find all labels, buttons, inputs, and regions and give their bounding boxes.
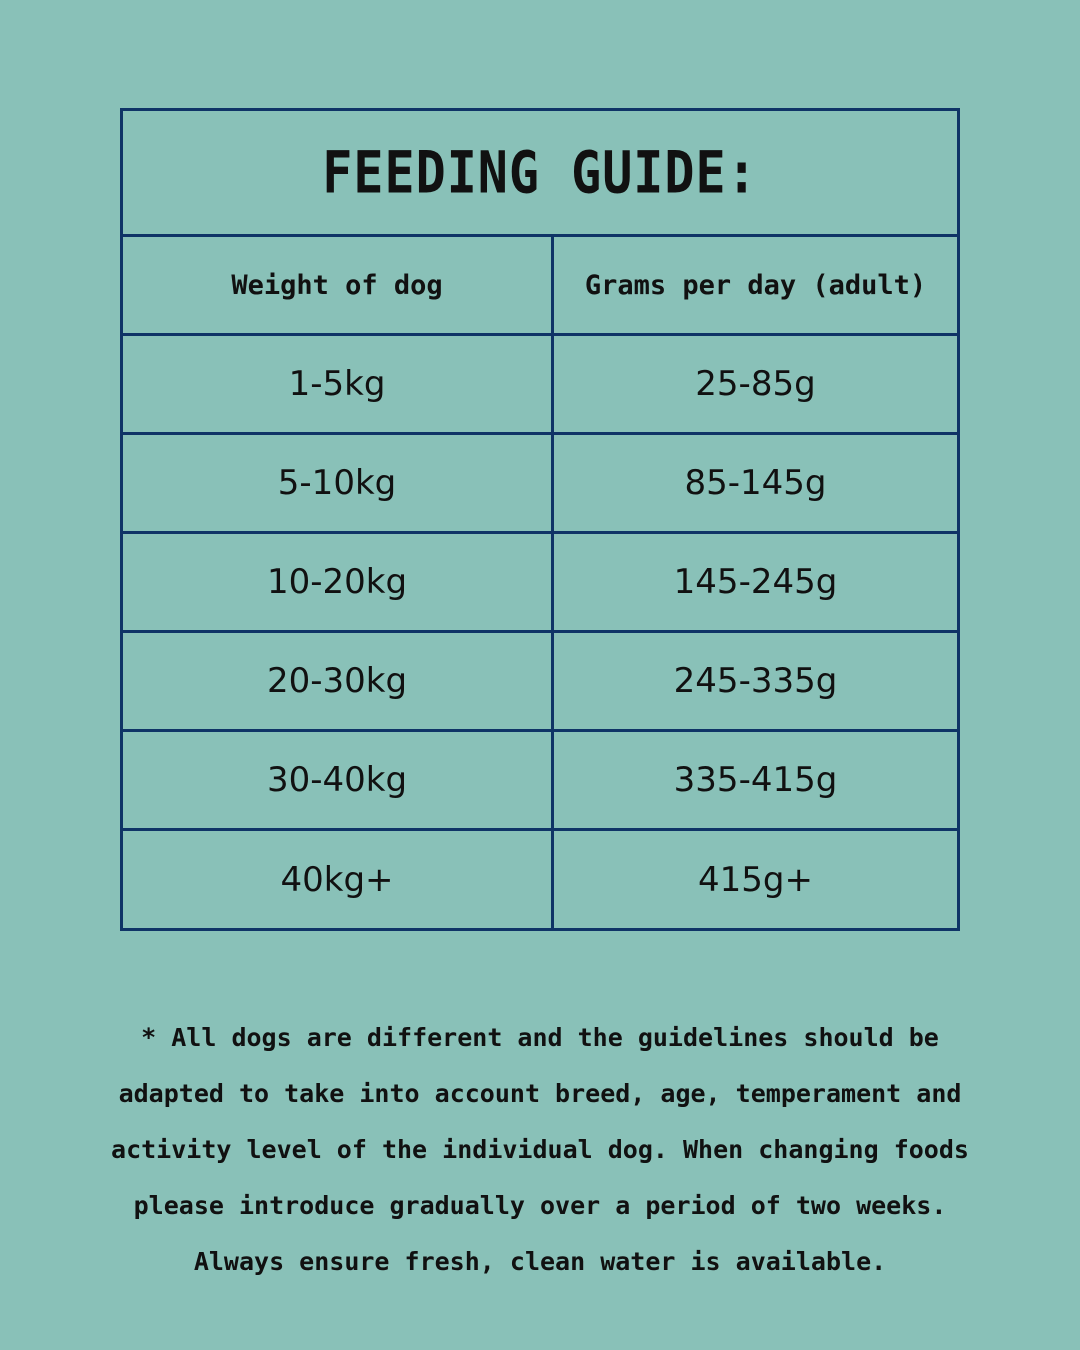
table-header-row (123, 237, 957, 336)
weight-cell (123, 435, 554, 531)
grams-cell (554, 534, 957, 630)
weight-value: 1-5kg (288, 364, 386, 404)
grams-value: 415g+ (698, 859, 813, 900)
weight-cell (123, 732, 554, 828)
table-title-row (123, 111, 957, 237)
header-cell-grams (554, 237, 957, 333)
weight-value: 30-40kg (266, 760, 408, 800)
grams-value: 85-145g (684, 463, 827, 503)
header-cell-weight (123, 237, 554, 333)
table-row (123, 831, 957, 928)
column-header-grams: Grams per day (adult) (584, 269, 927, 301)
grams-cell (554, 831, 957, 928)
weight-cell (123, 336, 554, 432)
weight-cell (123, 633, 554, 729)
footnote-text: * All dogs are different and the guidelines should be adapted to take into account breed, age, temperament and activity level of the individual dog. When changing foods please introduce gradually over a period of two weeks. Always ensure fresh, clean water is available. (111, 1023, 969, 1276)
table-row (123, 336, 957, 435)
table-row (123, 732, 957, 831)
table-row (123, 534, 957, 633)
table-row (123, 633, 957, 732)
grams-cell (554, 336, 957, 432)
weight-cell (123, 534, 554, 630)
weight-cell (123, 831, 554, 928)
column-header-weight: Weight of dog (231, 269, 443, 301)
weight-value: 5-10kg (277, 463, 397, 503)
grams-value: 25-85g (695, 364, 816, 404)
grams-value: 245-335g (673, 661, 838, 701)
weight-value: 20-30kg (266, 661, 408, 701)
grams-cell (554, 732, 957, 828)
grams-cell (554, 435, 957, 531)
weight-value: 10-20kg (266, 562, 408, 602)
feeding-guide-table (120, 108, 960, 931)
weight-value: 40kg+ (280, 859, 394, 900)
page-title: FEEDING GUIDE: (322, 139, 758, 206)
table-row (123, 435, 957, 534)
grams-value: 335-415g (673, 760, 838, 800)
grams-value: 145-245g (673, 562, 838, 602)
grams-cell (554, 633, 957, 729)
